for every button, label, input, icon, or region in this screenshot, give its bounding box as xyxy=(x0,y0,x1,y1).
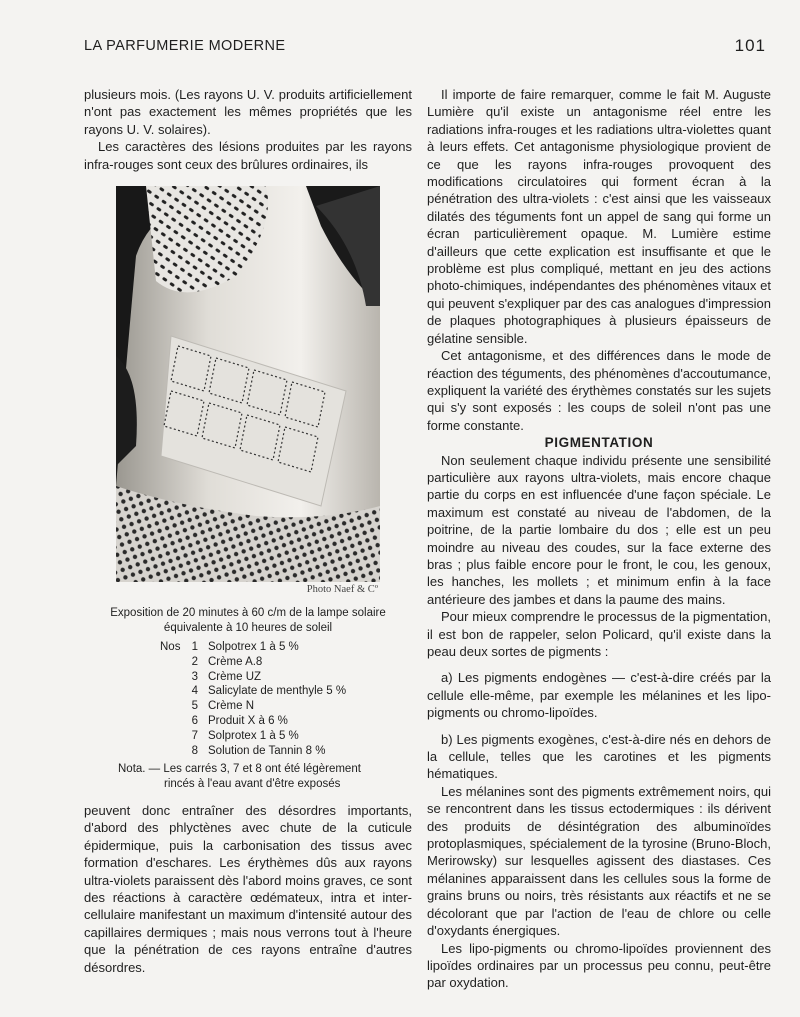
legend-item xyxy=(160,684,400,699)
legend-text: Solpotrex 1 à 5 % xyxy=(208,641,299,653)
legend-number: 7 xyxy=(191,729,198,742)
legend-text: Solprotex 1 à 5 % xyxy=(208,729,299,742)
right-paragraph-4: Pour mieux comprendre le processus de la pigmentation, il est bon de rappeler, selon Policard, qu'il existe dans la peau deux sortes de pigments : xyxy=(427,609,771,659)
legend-item xyxy=(160,670,400,685)
left-paragraph-1: plusieurs mois. (Les rayons U. V. produits artificiellement n'ont pas exactement les mêmes propriétés que les rayons U. V. solaires). xyxy=(84,87,412,137)
legend-text: Produit X à 6 % xyxy=(208,714,288,727)
legend-text: Solution de Tannin 8 % xyxy=(208,744,326,757)
right-paragraph-3: Non seulement chaque individu présente une sensibilité particulière aux rayons ultra-violets, mais encore chaque partie du corps en est influencée d'une façon spéciale. Le maximum est constaté au niveau de l'abdomen, de la poitrine, de la partie lombaire du dos ; elle est un peu moindre au niveau des coudes, sur la face externe des bras ; plus faible encore pour le front, le cou, les genoux, les hanches, les mollets ; et minimum enfin à la face antérieure des jambes et dans la paume des mains. xyxy=(427,452,771,607)
legend-item xyxy=(160,640,400,655)
right-paragraph-5: a) Les pigments endogènes — c'est-à-dire créés par la cellule elle-même, par exemple les mélanines et les lipo-pigments ou chromo-lipoïdes. xyxy=(427,670,771,721)
section-heading: PIGMENTATION xyxy=(544,435,654,451)
legend-number: 1 xyxy=(191,641,198,653)
legend-item xyxy=(160,699,400,714)
skin-test-photo xyxy=(116,186,380,582)
running-title: LA PARFUMERIE MODERNE xyxy=(84,38,286,54)
legend-text: Crème A.8 xyxy=(208,655,263,668)
legend-item xyxy=(160,714,400,729)
figure-nota xyxy=(118,762,410,791)
legend-item xyxy=(160,729,400,744)
nota-line-2: rincés à l'eau avant d'être exposés xyxy=(164,777,341,790)
figure-legend xyxy=(160,640,400,758)
right-paragraph-7: Les mélanines sont des pigments extrêmement noirs, qui se rencontrent dans les tissus ectodermiques : ils dérivent des produits de désintégration des albuminoïdes protoplasmiques, spécialement de la tyrosine (Bruno-Bloch, Merirowsky) sur lesquelles agissent des diastases. Ces mélanines apparaissent dans les cellules sous la forme de grains bruns ou noirs, très résistants aux réactifs et ne se décolorant que par l'action de l'eau de chlore ou celle d'oxydants énergiques. xyxy=(427,783,771,939)
photo-figure xyxy=(116,186,380,582)
right-paragraph-2: Cet antagonisme, et des différences dans le mode de réaction des téguments, des phénomènes d'accoutumance, expliquent la variété des érythèmes constatés sur les sujets qui s'y sont exposés : les coups de soleil n'ont pas une forme constante. xyxy=(427,348,771,433)
nota-line-1: Nota. — Les carrés 3, 7 et 8 ont été légèrement xyxy=(118,763,361,775)
legend-item xyxy=(160,744,400,759)
legend-number: 4 xyxy=(191,685,198,698)
page-number: 101 xyxy=(734,36,766,55)
left-continuation xyxy=(84,802,412,976)
legend-prefix: Nos xyxy=(160,641,181,653)
left-column xyxy=(84,86,412,173)
legend-number: 3 xyxy=(191,670,198,683)
legend-number: 5 xyxy=(191,700,198,713)
legend-number: 2 xyxy=(191,655,198,668)
legend-text: Crème N xyxy=(208,700,255,713)
right-paragraph-1: Il importe de faire remarquer, comme le fait M. Auguste Lumière qu'il existe un antagonisme réel entre les radiations infra-rouges et les radiations ultra-violettes quant à leurs effets. Cet antagonisme physiologique provient de ce que les rayons infra-rouges provoquent des modifications circulatoires qui forment écran à la pénétration des ultra-violets : c'est ainsi que les vaisseaux dilatés des téguments font un appel de sang qui forme un écran particulièrement opaque. M. Lumière estime d'ailleurs que cette explication est insuffisante et que le problème est plus compliqué, mettant en jeu des actions photo-chimiques, indépendantes des phénomènes vitaux et qui peuvent s'expliquer par des cas analogues d'impression de plaques photographiques à plusieurs épaisseurs de gélatine sensible. xyxy=(427,87,771,346)
right-paragraph-8: Les lipo-pigments ou chromo-lipoïdes proviennent des lipoïdes ordinaires par un processus peu connu, peut-être par oxydation. xyxy=(427,940,771,991)
left-paragraph-2: Les caractères des lésions produites par les rayons infra-rouges sont ceux des brûlures ordinaires, ils xyxy=(84,139,412,172)
legend-number: 6 xyxy=(191,714,198,727)
right-column xyxy=(427,86,771,992)
left-continuation-paragraph: peuvent donc entraîner des désordres importants, d'abord des phlyctènes avec chute de la cuticule épidermique, puis la carbonisation des tissus avec formation d'eschares. Les érythèmes dûs aux rayons ultra-violets paraissent dès l'abord moins graves, ce sont des réactions à caractère œdémateux, intra et inter-cellulaire manifestant un maximum d'intensité autour des capillaires dermiques ; mais nous verrons tout à l'heure que la pénétration de ces rayons entraîne d'autres désordres. xyxy=(84,803,412,975)
photo-credit: Photo Naef & Cº xyxy=(306,584,378,595)
page-header xyxy=(84,34,770,58)
figure-caption xyxy=(84,606,412,635)
legend-item xyxy=(160,655,400,670)
legend-text: Salicylate de menthyle 5 % xyxy=(208,685,347,698)
caption-line-1: Exposition de 20 minutes à 60 c/m de la lampe solaire xyxy=(110,607,386,619)
caption-line-2: équivalente à 10 heures de soleil xyxy=(163,621,333,634)
legend-text: Crème UZ xyxy=(208,670,262,683)
legend-number: 8 xyxy=(191,744,198,757)
right-paragraph-6: b) Les pigments exogènes, c'est-à-dire nés en dehors de la cellule, telles que les carotines et les pigments hématiques. xyxy=(427,731,771,782)
